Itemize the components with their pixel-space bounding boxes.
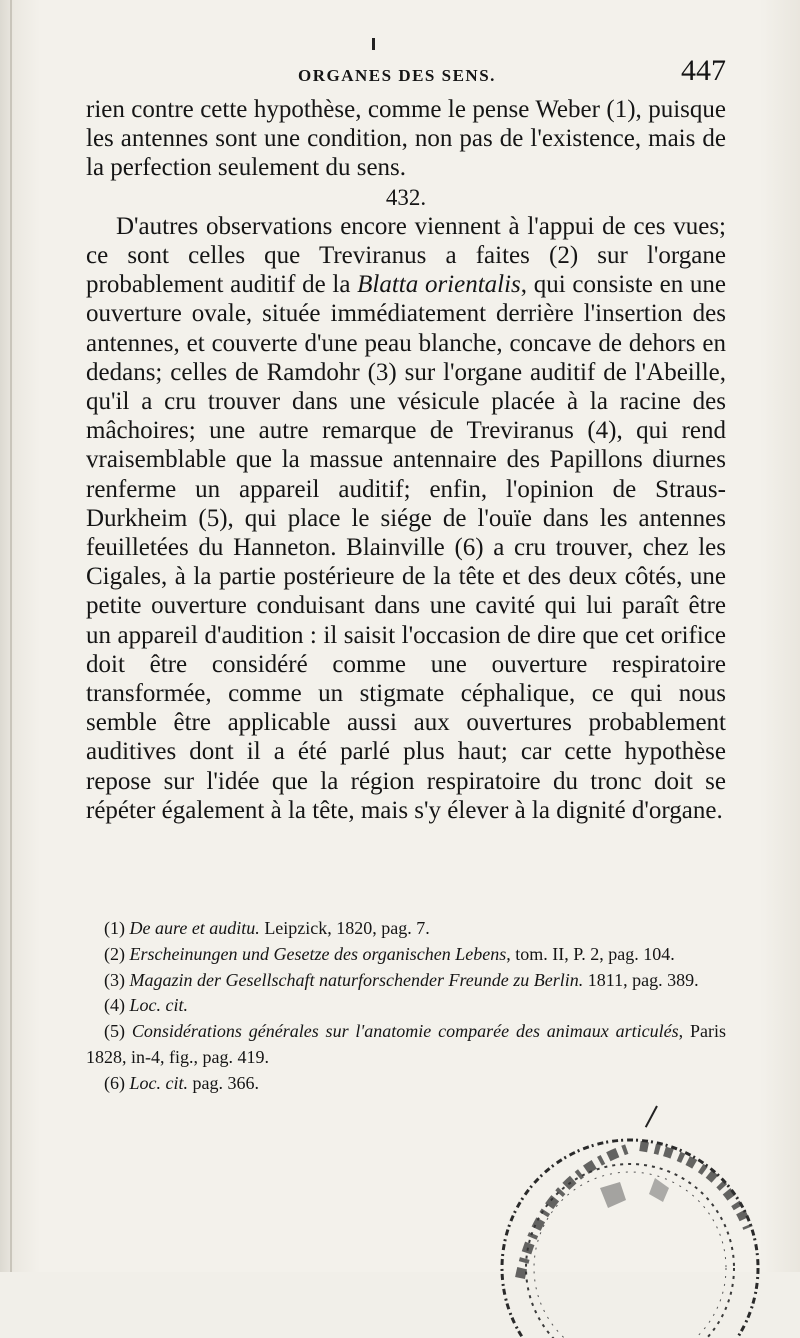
page-number: 447 <box>681 54 726 87</box>
footnote-2 <box>86 942 726 968</box>
paragraph-text-b: , qui consiste en une ouverture ovale, située immédiatement derrière l'insertion des antennes, et couverte d'une peau blanche, concave de dehors en dedans; celles de Ramdohr (3) sur l'organe auditif de l'Abeille, qu'il a cru trouver dans une vésicule placée à la racine des mâchoires; une autre remarque de Treviranus (4), qui rend vraisemblable que la massue antennaire des Papillons diurnes renferme un appareil auditif; enfin, l'opinion de Straus-Durkheim (5), qui place le siége de l'ouïe dans les antennes feuilletées du Hanneton. Blainville (6) a cru trouver, chez les Cigales, à la partie postérieure de la tête et des deux côtés, une petite ouverture conduisant dans une cavité qui lui paraît être un appareil d'audition : il saisit l'occasion de dire que cet orifice doit être considéré comme une ouverture respiratoire transformée, comme un stigmate céphalique, ce qui nous semble être applicable aussi aux ouvertures probablement auditives dont il a été parlé plus haut; car cette hypothèse repose sur l'idée que la région respiratoire du tronc doit se répéter également à la tête, mais s'y élever à la dignité d'organe. <box>86 271 726 824</box>
footnote-title: Loc. cit. <box>129 1072 188 1093</box>
footnote-title: Erscheinungen und Gesetze des organischen Lebens <box>129 943 507 964</box>
binding-gutter <box>10 0 12 1272</box>
footnote-rest: Leipzick, 1820, pag. 7. <box>259 918 430 938</box>
running-head: ORGANES DES SENS. <box>298 66 496 85</box>
footnote-number: (4) <box>104 995 130 1016</box>
footnote-rest: , Paris 1828, in-4, fig., pag. 419. <box>86 1021 726 1067</box>
footnote-rest: pag. 366. <box>188 1072 259 1093</box>
footnote-title: Magazin der Gesellschaft naturforschender Freunde zu Berlin. <box>129 969 584 990</box>
footnote-rest: , tom. II, P. 2, pag. 104. <box>506 943 675 964</box>
footnotes <box>86 916 726 1097</box>
footnote-title: Considérations générales sur l'anatomie comparée des animaux articulés <box>131 1021 679 1042</box>
species-name: Blatta orientalis <box>357 271 521 299</box>
page-header <box>86 54 726 96</box>
paragraph-text-a: D'autres observations encore viennent à l'appui de ces vues; ce sont celles que Treviranus a faites (2) sur l'organe probablement auditif de la <box>86 212 726 299</box>
footnote-number: (3) <box>104 969 130 990</box>
main-text <box>86 95 726 825</box>
footnote-number: (1) <box>104 918 130 938</box>
print-mark <box>372 38 375 50</box>
footnote-number: (5) <box>104 1021 132 1042</box>
footnote-number: (2) <box>104 943 130 964</box>
section-number: 432. <box>385 184 427 210</box>
footnote-1 <box>86 916 726 942</box>
footnote-3 <box>86 968 726 994</box>
footnote-5 <box>86 1019 726 1071</box>
footnote-title: De aure et auditu. <box>129 918 260 938</box>
footnote-rest: 1811, pag. 389. <box>583 969 699 990</box>
library-stamp <box>480 1118 780 1338</box>
paragraph-432 <box>86 212 726 825</box>
footnote-title: Loc. cit. <box>129 995 188 1016</box>
paragraph-continued: rien contre cette hypothèse, comme le pense Weber (1), puisque les antennes sont une condition, non pas de l'existence, mais de la perfection seulement du sens. <box>86 96 726 182</box>
footnote-4 <box>86 993 726 1019</box>
footnote-number: (6) <box>104 1072 130 1093</box>
footnote-6 <box>86 1071 726 1097</box>
stamp-graphic <box>480 1118 780 1338</box>
